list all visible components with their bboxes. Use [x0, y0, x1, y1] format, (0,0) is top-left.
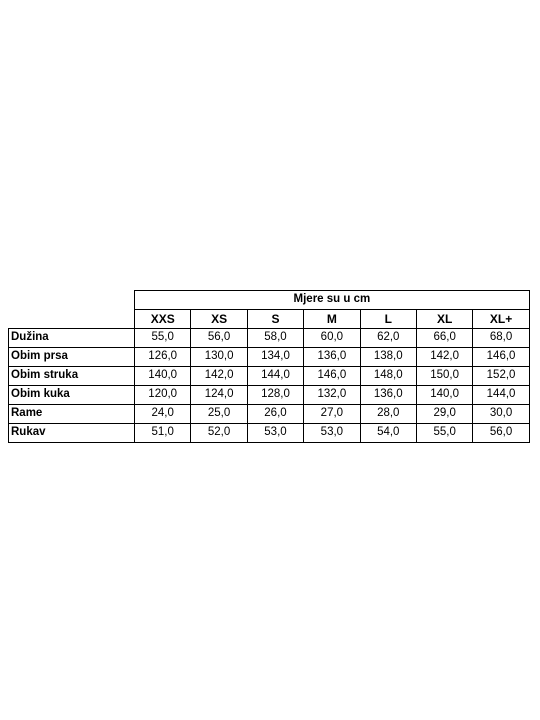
- row-label: Rukav: [9, 424, 135, 443]
- row-label: Obim prsa: [9, 348, 135, 367]
- table-row: [9, 424, 530, 443]
- measurement-cell: 25,0: [191, 405, 247, 424]
- table-row: [9, 367, 530, 386]
- measurement-cell: 24,0: [135, 405, 191, 424]
- measurement-cell: 56,0: [473, 424, 529, 443]
- measurement-cell: 55,0: [135, 329, 191, 348]
- measurement-cell: 56,0: [191, 329, 247, 348]
- measurement-cell: 136,0: [360, 386, 416, 405]
- measurement-cell: 126,0: [135, 348, 191, 367]
- measurement-cell: 29,0: [416, 405, 472, 424]
- measurement-cell: 51,0: [135, 424, 191, 443]
- measurement-cell: 54,0: [360, 424, 416, 443]
- measurement-cell: 142,0: [191, 367, 247, 386]
- measurement-cell: 26,0: [247, 405, 303, 424]
- measurement-cell: 132,0: [304, 386, 360, 405]
- size-header-cell: XL: [416, 310, 472, 329]
- table-row: [9, 386, 530, 405]
- measurement-cell: 146,0: [304, 367, 360, 386]
- measurement-cell: 58,0: [247, 329, 303, 348]
- table-caption-row: [9, 291, 530, 310]
- measurement-cell: 66,0: [416, 329, 472, 348]
- measurement-cell: 28,0: [360, 405, 416, 424]
- table-row: [9, 348, 530, 367]
- measurement-cell: 62,0: [360, 329, 416, 348]
- measurement-cell: 136,0: [304, 348, 360, 367]
- measurement-cell: 53,0: [304, 424, 360, 443]
- row-label: Dužina: [9, 329, 135, 348]
- size-header-cell: XXS: [135, 310, 191, 329]
- size-chart-table: [8, 290, 530, 443]
- measurement-cell: 68,0: [473, 329, 529, 348]
- measurement-cell: 27,0: [304, 405, 360, 424]
- measurement-cell: 124,0: [191, 386, 247, 405]
- measurement-cell: 144,0: [247, 367, 303, 386]
- size-header-cell: XL+: [473, 310, 529, 329]
- measurement-cell: 134,0: [247, 348, 303, 367]
- size-header-cell: M: [304, 310, 360, 329]
- measurement-cell: 55,0: [416, 424, 472, 443]
- measurement-cell: 138,0: [360, 348, 416, 367]
- measurement-cell: 144,0: [473, 386, 529, 405]
- table-caption: Mjere su u cm: [135, 291, 530, 310]
- row-label: Obim kuka: [9, 386, 135, 405]
- measurement-cell: 52,0: [191, 424, 247, 443]
- row-label: Rame: [9, 405, 135, 424]
- measurements-body: [9, 329, 530, 443]
- measurement-cell: 140,0: [416, 386, 472, 405]
- measurement-cell: 128,0: [247, 386, 303, 405]
- measurement-cell: 120,0: [135, 386, 191, 405]
- measurement-cell: 152,0: [473, 367, 529, 386]
- size-header-cell: L: [360, 310, 416, 329]
- measurement-cell: 53,0: [247, 424, 303, 443]
- measurement-cell: 150,0: [416, 367, 472, 386]
- measurement-cell: 60,0: [304, 329, 360, 348]
- measurement-cell: 130,0: [191, 348, 247, 367]
- measurement-cell: 148,0: [360, 367, 416, 386]
- measurement-cell: 146,0: [473, 348, 529, 367]
- size-header-cell: S: [247, 310, 303, 329]
- row-label: Obim struka: [9, 367, 135, 386]
- measurement-cell: 140,0: [135, 367, 191, 386]
- measurement-cell: 30,0: [473, 405, 529, 424]
- table-corner-cell: [9, 291, 135, 329]
- table-row: [9, 329, 530, 348]
- size-header-cell: XS: [191, 310, 247, 329]
- measurement-cell: 142,0: [416, 348, 472, 367]
- table-row: [9, 405, 530, 424]
